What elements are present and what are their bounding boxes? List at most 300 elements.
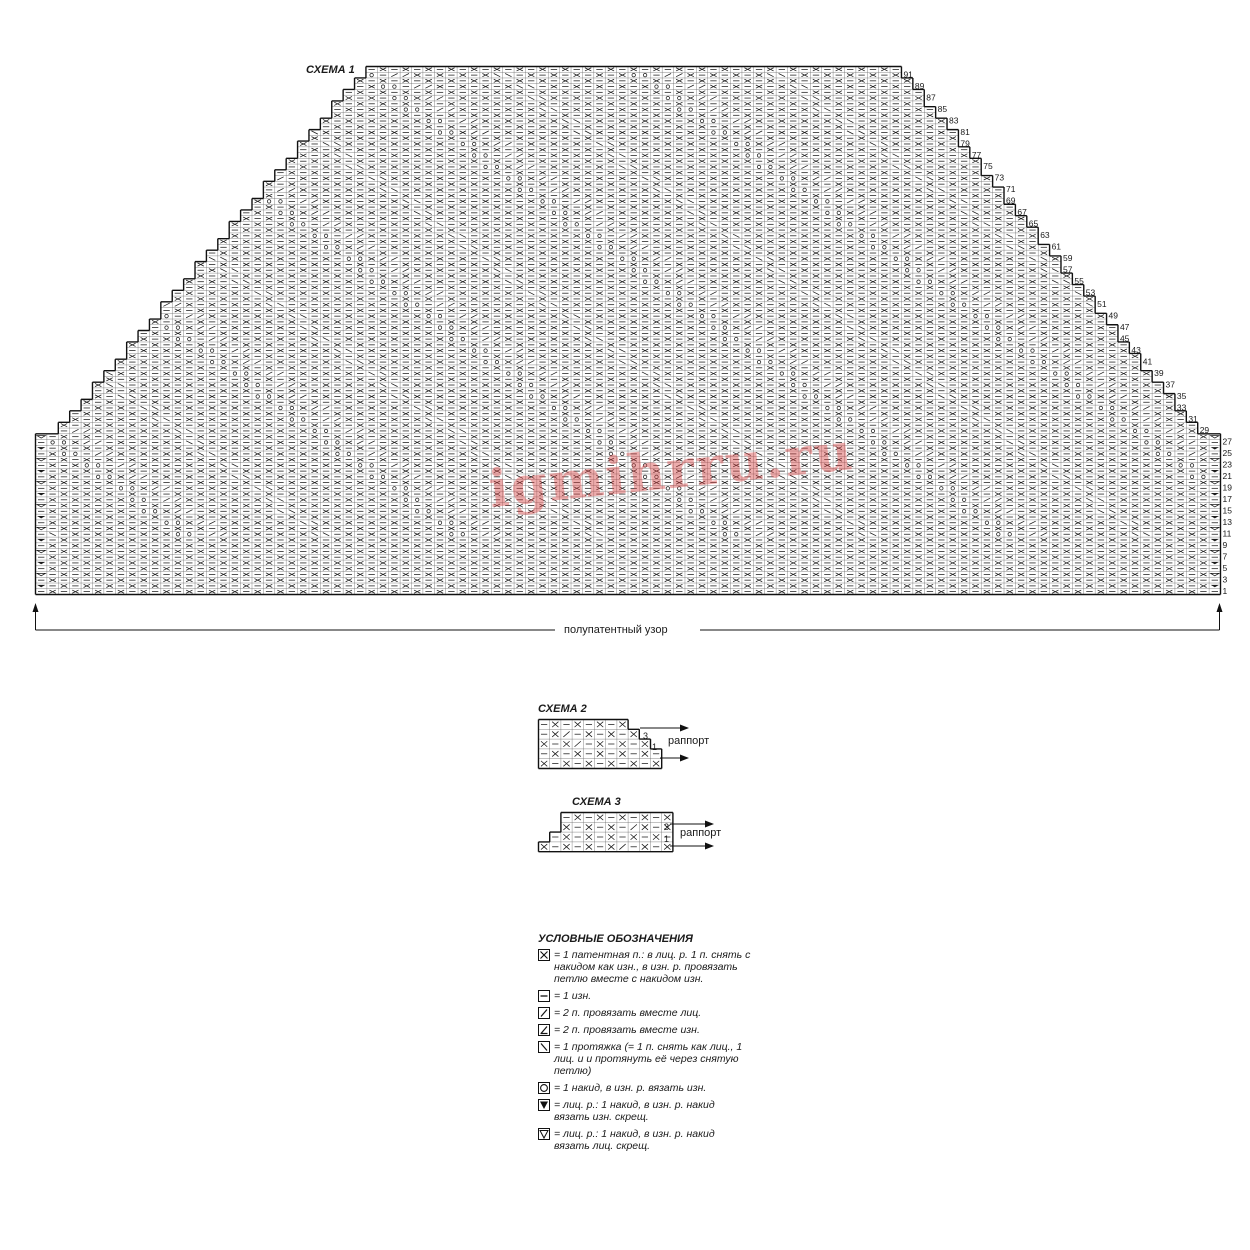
patent-stitch-icon (460, 108, 466, 111)
yarn-over-icon (712, 119, 715, 122)
patent-stitch-icon (334, 228, 340, 231)
patent-stitch-icon (448, 447, 454, 450)
k2tog-icon (596, 406, 602, 409)
patent-stitch-icon (551, 74, 557, 77)
patent-stitch-icon (699, 228, 705, 231)
patent-stitch-icon (767, 102, 773, 105)
patent-stitch-icon (471, 355, 477, 358)
patent-stitch-icon (608, 435, 614, 438)
patent-stitch-icon (517, 183, 523, 186)
patent-stitch-icon (414, 292, 420, 295)
k2tog-icon (425, 96, 431, 99)
patent-stitch-icon (391, 441, 397, 444)
patent-stitch-icon (574, 360, 580, 363)
patent-stitch-icon (722, 286, 728, 289)
patent-stitch-icon (1120, 360, 1126, 363)
yarn-over-icon (1156, 441, 1159, 444)
k2tog-icon (733, 119, 739, 122)
yarn-over-icon (290, 211, 293, 214)
patent-stitch-icon (562, 79, 568, 82)
patent-stitch-icon (106, 412, 112, 415)
patent-stitch-icon (927, 263, 933, 266)
patent-stitch-icon (551, 223, 557, 226)
patent-stitch-icon (858, 401, 864, 404)
patent-stitch-icon (631, 366, 637, 369)
patent-stitch-icon (551, 429, 557, 432)
patent-stitch-icon (824, 315, 830, 318)
patent-stitch-icon (596, 154, 602, 157)
patent-stitch-icon (915, 257, 921, 260)
patent-stitch-icon (334, 309, 340, 312)
patent-stitch-icon (505, 234, 511, 237)
patent-stitch-icon (767, 332, 773, 335)
patent-stitch-icon (619, 326, 625, 329)
patent-stitch-icon (984, 372, 990, 375)
patent-stitch-icon (539, 160, 545, 163)
patent-stitch-icon (893, 395, 899, 398)
patent-stitch-icon (767, 251, 773, 254)
patent-stitch-icon (84, 447, 90, 450)
patent-stitch-icon (357, 228, 363, 231)
patent-stitch-icon (972, 401, 978, 404)
patent-stitch-icon (1029, 383, 1035, 386)
patent-stitch-icon (289, 378, 295, 381)
patent-stitch-icon (346, 131, 352, 134)
patent-stitch-icon (972, 389, 978, 392)
patent-stitch-icon (1166, 406, 1172, 409)
patent-stitch-icon (471, 171, 477, 174)
patent-stitch-icon (642, 406, 648, 409)
yarn-over-icon (518, 177, 521, 180)
pull-through-icon (266, 292, 272, 295)
patent-stitch-icon (220, 274, 226, 277)
patent-stitch-icon (232, 383, 238, 386)
pull-through-icon (1052, 280, 1058, 283)
patent-stitch-icon (437, 383, 443, 386)
patent-stitch-icon (1041, 424, 1047, 427)
pull-through-icon (311, 131, 317, 134)
patent-stitch-icon (870, 108, 876, 111)
patent-stitch-icon (744, 240, 750, 243)
patent-stitch-icon (972, 251, 978, 254)
k2tog-icon (665, 257, 671, 260)
pull-through-icon (972, 211, 978, 214)
patent-stitch-icon (1086, 343, 1092, 346)
k2tog-icon (289, 188, 295, 191)
patent-stitch-icon (915, 165, 921, 168)
patent-stitch-icon (129, 378, 135, 381)
patent-stitch-icon (710, 395, 716, 398)
patent-stitch-icon (847, 74, 853, 77)
patent-stitch-icon (1007, 326, 1013, 329)
k2tog-icon (1098, 372, 1104, 375)
patent-stitch-icon (801, 211, 807, 214)
pull-through-icon (870, 338, 876, 341)
k2tog-icon (517, 349, 523, 352)
patent-stitch-icon (574, 96, 580, 99)
patent-stitch-icon (790, 148, 796, 151)
patent-stitch-icon (425, 366, 431, 369)
patent-stitch-icon (893, 74, 899, 77)
patent-stitch-icon (961, 441, 967, 444)
patent-stitch-icon (1007, 223, 1013, 226)
patent-stitch-icon (1063, 286, 1069, 289)
patent-stitch-icon (915, 108, 921, 111)
patent-stitch-icon (72, 441, 78, 444)
patent-stitch-icon (505, 108, 511, 111)
patent-stitch-icon (494, 240, 500, 243)
patent-stitch-icon (608, 378, 614, 381)
patent-stitch-icon (847, 234, 853, 237)
yarn-over-icon (1076, 395, 1079, 398)
yarn-over-icon (905, 257, 908, 260)
patent-stitch-icon (915, 360, 921, 363)
pull-through-icon (1007, 246, 1013, 249)
patent-stitch-icon (562, 160, 568, 163)
patent-stitch-icon (403, 137, 409, 140)
patent-stitch-icon (1018, 424, 1024, 427)
patent-stitch-icon (391, 211, 397, 214)
pull-through-icon (311, 338, 317, 341)
patent-stitch-icon (334, 447, 340, 450)
patent-stitch-icon (881, 206, 887, 209)
patent-stitch-icon (893, 372, 899, 375)
patent-stitch-icon (836, 102, 842, 105)
yarn-over-icon (176, 337, 179, 340)
patent-stitch-icon (813, 228, 819, 231)
patent-stitch-icon (779, 96, 785, 99)
patent-stitch-icon (437, 177, 443, 180)
patent-stitch-icon (152, 320, 158, 323)
pull-through-icon (836, 119, 842, 122)
patent-stitch-icon (927, 424, 933, 427)
patent-stitch-icon (403, 102, 409, 105)
pull-through-icon (118, 395, 124, 398)
k2tog-icon (517, 360, 523, 363)
patent-stitch-icon (414, 119, 420, 122)
patent-stitch-icon (198, 320, 204, 323)
patent-stitch-icon (539, 412, 545, 415)
patent-stitch-icon (836, 137, 842, 140)
patent-stitch-icon (323, 326, 329, 329)
patent-stitch-icon (482, 234, 488, 237)
patent-stitch-icon (699, 91, 705, 94)
patent-stitch-icon (642, 188, 648, 191)
patent-stitch-icon (539, 332, 545, 335)
patent-stitch-icon (517, 401, 523, 404)
pull-through-icon (232, 280, 238, 283)
patent-stitch-icon (129, 389, 135, 392)
patent-stitch-icon (801, 303, 807, 306)
patent-stitch-icon (722, 160, 728, 163)
patent-stitch-icon (380, 206, 386, 209)
patent-stitch-icon (984, 257, 990, 260)
patent-stitch-icon (596, 177, 602, 180)
k2tog-icon (904, 429, 910, 432)
patent-stitch-icon (756, 303, 762, 306)
patent-stitch-icon (1166, 441, 1172, 444)
patent-stitch-icon (448, 194, 454, 197)
patent-stitch-icon (596, 85, 602, 88)
patent-stitch-icon (927, 217, 933, 220)
patent-stitch-icon (254, 338, 260, 341)
patent-stitch-icon (266, 320, 272, 323)
k2tog-icon (471, 315, 477, 318)
patent-stitch-icon (972, 412, 978, 415)
yarn-over-icon (495, 360, 498, 363)
patent-stitch-icon (984, 360, 990, 363)
yarn-over-icon (324, 429, 327, 432)
patent-stitch-icon (938, 349, 944, 352)
patent-stitch-icon (585, 102, 591, 105)
patent-stitch-icon (995, 424, 1001, 427)
pull-through-icon (687, 406, 693, 409)
patent-stitch-icon (950, 343, 956, 346)
patent-stitch-icon (653, 343, 659, 346)
patent-stitch-icon (61, 447, 67, 450)
patent-stitch-icon (1143, 372, 1149, 375)
patent-stitch-icon (357, 194, 363, 197)
yarn-over-icon (609, 441, 612, 444)
patent-stitch-icon (300, 269, 306, 272)
patent-stitch-icon (425, 228, 431, 231)
patent-stitch-icon (665, 234, 671, 237)
patent-stitch-icon (437, 372, 443, 375)
patent-stitch-icon (1018, 251, 1024, 254)
patent-stitch-icon (642, 326, 648, 329)
patent-stitch-icon (129, 447, 135, 450)
patent-stitch-icon (915, 338, 921, 341)
patent-stitch-icon (448, 274, 454, 277)
patent-stitch-icon (414, 326, 420, 329)
patent-stitch-icon (220, 297, 226, 300)
patent-stitch-icon (494, 148, 500, 151)
patent-stitch-icon (653, 320, 659, 323)
patent-stitch-icon (710, 234, 716, 237)
patent-stitch-icon (414, 269, 420, 272)
patent-stitch-icon (562, 137, 568, 140)
patent-stitch-icon (790, 114, 796, 117)
patent-stitch-icon (482, 383, 488, 386)
patent-stitch-icon (676, 320, 682, 323)
patent-stitch-icon (528, 234, 534, 237)
patent-stitch-icon (1018, 355, 1024, 358)
patent-stitch-icon (186, 372, 192, 375)
patent-stitch-icon (790, 125, 796, 128)
patent-stitch-icon (687, 188, 693, 191)
pull-through-icon (460, 441, 466, 444)
patent-stitch-icon (608, 355, 614, 358)
patent-stitch-icon (414, 96, 420, 99)
patent-stitch-icon (904, 447, 910, 450)
k2tog-icon (676, 74, 682, 77)
k2tog-icon (687, 280, 693, 283)
patent-stitch-icon (494, 389, 500, 392)
patent-stitch-icon (311, 148, 317, 151)
patent-stitch-icon (1098, 418, 1104, 421)
patent-stitch-icon (801, 154, 807, 157)
patent-stitch-icon (1098, 441, 1104, 444)
patent-stitch-icon (380, 91, 386, 94)
patent-stitch-icon (368, 200, 374, 203)
patent-stitch-icon (334, 194, 340, 197)
patent-stitch-icon (1120, 406, 1126, 409)
patent-stitch-icon (836, 194, 842, 197)
patent-stitch-icon (574, 303, 580, 306)
patent-stitch-icon (893, 177, 899, 180)
k2tog-icon (198, 326, 204, 329)
k2tog-icon (277, 177, 283, 180)
patent-stitch-icon (631, 194, 637, 197)
patent-stitch-icon (528, 372, 534, 375)
pull-through-icon (425, 211, 431, 214)
patent-stitch-icon (972, 217, 978, 220)
patent-stitch-icon (380, 228, 386, 231)
patent-stitch-icon (813, 297, 819, 300)
patent-stitch-icon (1075, 303, 1081, 306)
patent-stitch-icon (186, 280, 192, 283)
patent-stitch-icon (266, 286, 272, 289)
k2tog-icon (631, 246, 637, 249)
patent-stitch-icon (414, 441, 420, 444)
patent-stitch-icon (619, 406, 625, 409)
patent-stitch-icon (676, 355, 682, 358)
patent-stitch-icon (1109, 343, 1115, 346)
patent-stitch-icon (517, 412, 523, 415)
patent-stitch-icon (870, 154, 876, 157)
patent-stitch-icon (995, 366, 1001, 369)
patent-stitch-icon (744, 183, 750, 186)
patent-stitch-icon (790, 206, 796, 209)
pull-through-icon (961, 211, 967, 214)
pull-through-icon (300, 326, 306, 329)
patent-stitch-icon (744, 171, 750, 174)
k2tog-icon (346, 234, 352, 237)
patent-stitch-icon (756, 383, 762, 386)
yarn-over-icon (359, 257, 362, 260)
patent-stitch-icon (870, 360, 876, 363)
yarn-over-icon (700, 314, 703, 317)
patent-stitch-icon (585, 286, 591, 289)
patent-stitch-icon (482, 211, 488, 214)
patent-stitch-icon (642, 429, 648, 432)
pull-through-icon (744, 246, 750, 249)
patent-stitch-icon (961, 418, 967, 421)
patent-stitch-icon (619, 211, 625, 214)
patent-stitch-icon (357, 91, 363, 94)
patent-stitch-icon (1086, 412, 1092, 415)
yarn-over-icon (940, 291, 943, 294)
patent-stitch-icon (562, 183, 568, 186)
pull-through-icon (915, 372, 921, 375)
yarn-over-icon (290, 418, 293, 421)
patent-stitch-icon (391, 418, 397, 421)
yarn-over-icon (598, 441, 601, 444)
patent-stitch-icon (881, 79, 887, 82)
patent-stitch-icon (950, 389, 956, 392)
patent-stitch-icon (1063, 320, 1069, 323)
k2tog-icon (391, 269, 397, 272)
patent-stitch-icon (995, 240, 1001, 243)
patent-stitch-icon (482, 395, 488, 398)
patent-stitch-icon (687, 74, 693, 77)
patent-stitch-icon (289, 355, 295, 358)
patent-stitch-icon (665, 349, 671, 352)
yarn-over-icon (723, 131, 726, 134)
patent-stitch-icon (1120, 429, 1126, 432)
patent-stitch-icon (870, 96, 876, 99)
patent-stitch-icon (425, 183, 431, 186)
patent-stitch-icon (790, 217, 796, 220)
k2tog-icon (984, 292, 990, 295)
patent-stitch-icon (357, 263, 363, 266)
k2tog-icon (346, 429, 352, 432)
patent-stitch-icon (585, 412, 591, 415)
pull-through-icon (517, 280, 523, 283)
patent-stitch-icon (209, 303, 215, 306)
k2tog-icon (574, 395, 580, 398)
patent-stitch-icon (425, 378, 431, 381)
k2tog-icon (699, 292, 705, 295)
pull-through-icon (482, 257, 488, 260)
patent-stitch-icon (995, 320, 1001, 323)
patent-stitch-icon (448, 91, 454, 94)
patent-stitch-icon (881, 320, 887, 323)
patent-stitch-icon (585, 378, 591, 381)
patent-stitch-icon (494, 355, 500, 358)
patent-stitch-icon (129, 355, 135, 358)
patent-stitch-icon (437, 406, 443, 409)
patent-stitch-icon (574, 154, 580, 157)
patent-stitch-icon (562, 297, 568, 300)
patent-stitch-icon (494, 79, 500, 82)
patent-stitch-icon (722, 343, 728, 346)
patent-stitch-icon (676, 274, 682, 277)
patent-stitch-icon (950, 263, 956, 266)
patent-stitch-icon (756, 142, 762, 145)
k2tog-icon (425, 292, 431, 295)
patent-stitch-icon (391, 429, 397, 432)
patent-stitch-icon (391, 372, 397, 375)
pull-through-icon (357, 165, 363, 168)
patent-stitch-icon (961, 234, 967, 237)
patent-stitch-icon (995, 355, 1001, 358)
patent-stitch-icon (676, 378, 682, 381)
yarn-over-icon (245, 372, 248, 375)
patent-stitch-icon (368, 395, 374, 398)
patent-stitch-icon (904, 320, 910, 323)
patent-stitch-icon (665, 280, 671, 283)
patent-stitch-icon (334, 424, 340, 427)
patent-stitch-icon (437, 211, 443, 214)
patent-stitch-icon (767, 148, 773, 151)
patent-stitch-icon (528, 108, 534, 111)
patent-stitch-icon (881, 435, 887, 438)
k2tog-icon (323, 223, 329, 226)
patent-stitch-icon (277, 280, 283, 283)
patent-stitch-icon (881, 68, 887, 71)
patent-stitch-icon (687, 269, 693, 272)
patent-stitch-icon (494, 206, 500, 209)
patent-stitch-icon (562, 332, 568, 335)
patent-stitch-icon (277, 349, 283, 352)
patent-stitch-icon (710, 211, 716, 214)
patent-stitch-icon (642, 360, 648, 363)
k2tog-icon (870, 211, 876, 214)
patent-stitch-icon (357, 251, 363, 254)
k2tog-icon (619, 429, 625, 432)
patent-stitch-icon (254, 315, 260, 318)
